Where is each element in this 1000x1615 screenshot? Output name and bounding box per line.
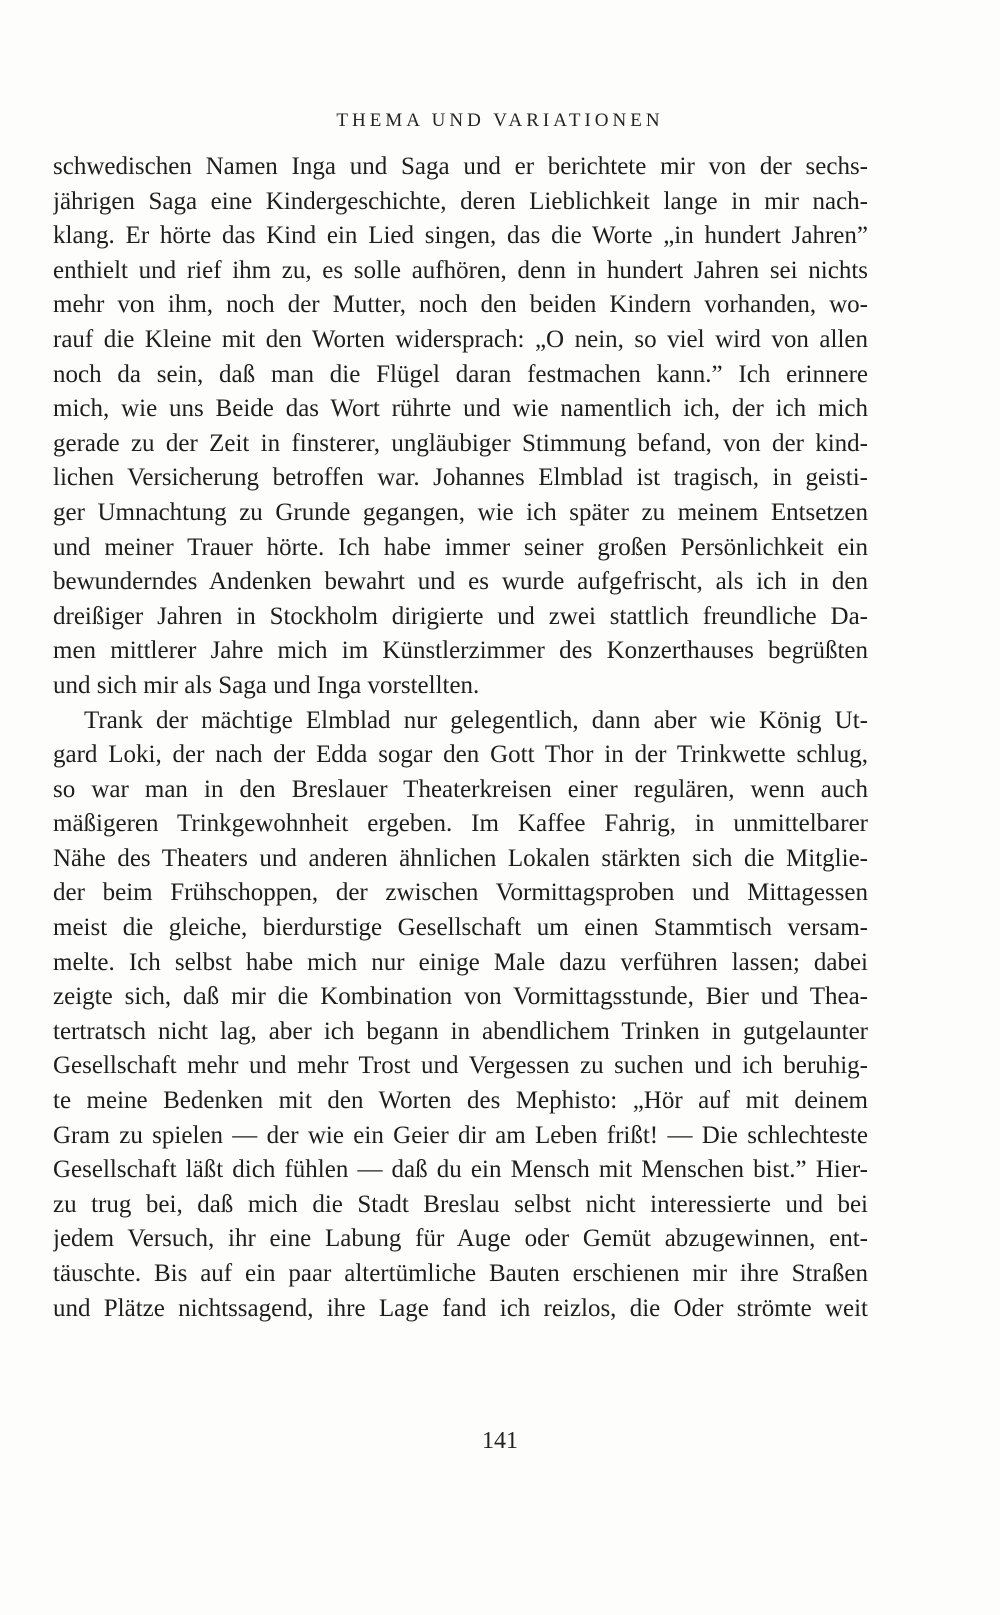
text-line: Gram zu spielen — der wie ein Geier dir am Leben frißt! — Die schlechteste [53,1121,868,1149]
paragraph-end-line: und sich mir als Saga und Inga vorstellten. [53,671,480,699]
text-line: noch da sein, daß man die Flügel daran festmachen kann.” Ich erinnere [53,360,868,388]
text-line: so war man in den Breslauer Theaterkreisen einer regulären, wenn auch [53,775,868,803]
text-line: Gesellschaft mehr und mehr Trost und Vergessen zu suchen und ich beruhig- [53,1052,868,1080]
text-line: Nähe des Theaters und anderen ähnlichen Lokalen stärkten sich die Mitglie- [53,844,868,872]
text-line: klang. Er hörte das Kind ein Lied singen, das die Worte „in hundert Jahren” [53,222,868,250]
text-line: rauf die Kleine mit den Worten widersprach: „O nein, so viel wird von allen [53,325,868,353]
text-line: te meine Bedenken mit den Worten des Mephisto: „Hör auf mit deinem [53,1087,868,1115]
text-line: zu trug bei, daß mich die Stadt Breslau selbst nicht interessierte und bei [53,1190,868,1218]
text-line: gerade zu der Zeit in finsterer, ungläubiger Stimmung befand, von der kind- [53,429,868,457]
text-line: mäßigeren Trinkgewohnheit ergeben. Im Kaffee Fahrig, in unmittelbarer [53,810,868,838]
text-line: bewunderndes Andenken bewahrt und es wurde aufgefrischt, als ich in den [53,568,868,596]
text-line: tertratsch nicht lag, aber ich begann in abendlichem Trinken in gutgelaunter [53,1017,868,1045]
text-line: täuschte. Bis auf ein paar altertümliche Bauten erschienen mir ihre Straßen [53,1260,868,1287]
text-line: und Plätze nichtssagend, ihre Lage fand ich reizlos, die Oder strömte weit [53,1294,868,1322]
text-line: men mittlerer Jahre mich im Künstlerzimmer des Konzerthauses begrüßten [53,637,868,665]
text-line: zeigte sich, daß mir die Kombination von Vormittagsstunde, Bier und Thea- [53,983,868,1011]
text-line: lichen Versicherung betroffen war. Johannes Elmblad ist tragisch, in geisti- [53,464,868,492]
text-line: melte. Ich selbst habe mich nur einige Male dazu verführen lassen; dabei [53,948,868,976]
paragraph-start-line: Trank der mächtige Elmblad nur gelegentlich, dann aber wie König Ut- [84,706,868,734]
text-line: dreißiger Jahren in Stockholm dirigierte und zwei stattlich freundliche Da- [53,602,868,630]
page-number: 141 [482,1428,518,1454]
text-line: jedem Versuch, ihr eine Labung für Auge oder Gemüt abzugewinnen, ent- [53,1225,868,1253]
text-line: der beim Frühschoppen, der zwischen Vormittagsproben und Mittagessen [53,879,868,907]
text-line: schwedischen Namen Inga und Saga und er berichtete mir von der sechs- [53,153,868,180]
text-line: enthielt und rief ihm zu, es solle aufhören, denn in hundert Jahren sei nichts [53,256,868,284]
text-line: Gesellschaft läßt dich fühlen — daß du ein Mensch mit Menschen bist.” Hier- [53,1156,868,1184]
text-line: mehr von ihm, noch der Mutter, noch den beiden Kindern vorhanden, wo- [53,291,868,319]
running-head: THEMA UND VARIATIONEN [336,110,664,131]
text-line: mich, wie uns Beide das Wort rührte und wie namentlich ich, der ich mich [53,395,868,423]
text-line: meist die gleiche, bierdurstige Gesellschaft um einen Stammtisch versam- [53,914,868,942]
body-text [53,150,868,1326]
text-line: gard Loki, der nach der Edda sogar den Gott Thor in der Trinkwette schlug, [53,741,868,769]
text-line: jährigen Saga eine Kindergeschichte, deren Lieblichkeit lange in mir nach- [53,187,868,215]
text-line: und meiner Trauer hörte. Ich habe immer seiner großen Persönlichkeit ein [53,533,868,561]
text-line: ger Umnachtung zu Grunde gegangen, wie ich später zu meinem Entsetzen [53,498,868,526]
